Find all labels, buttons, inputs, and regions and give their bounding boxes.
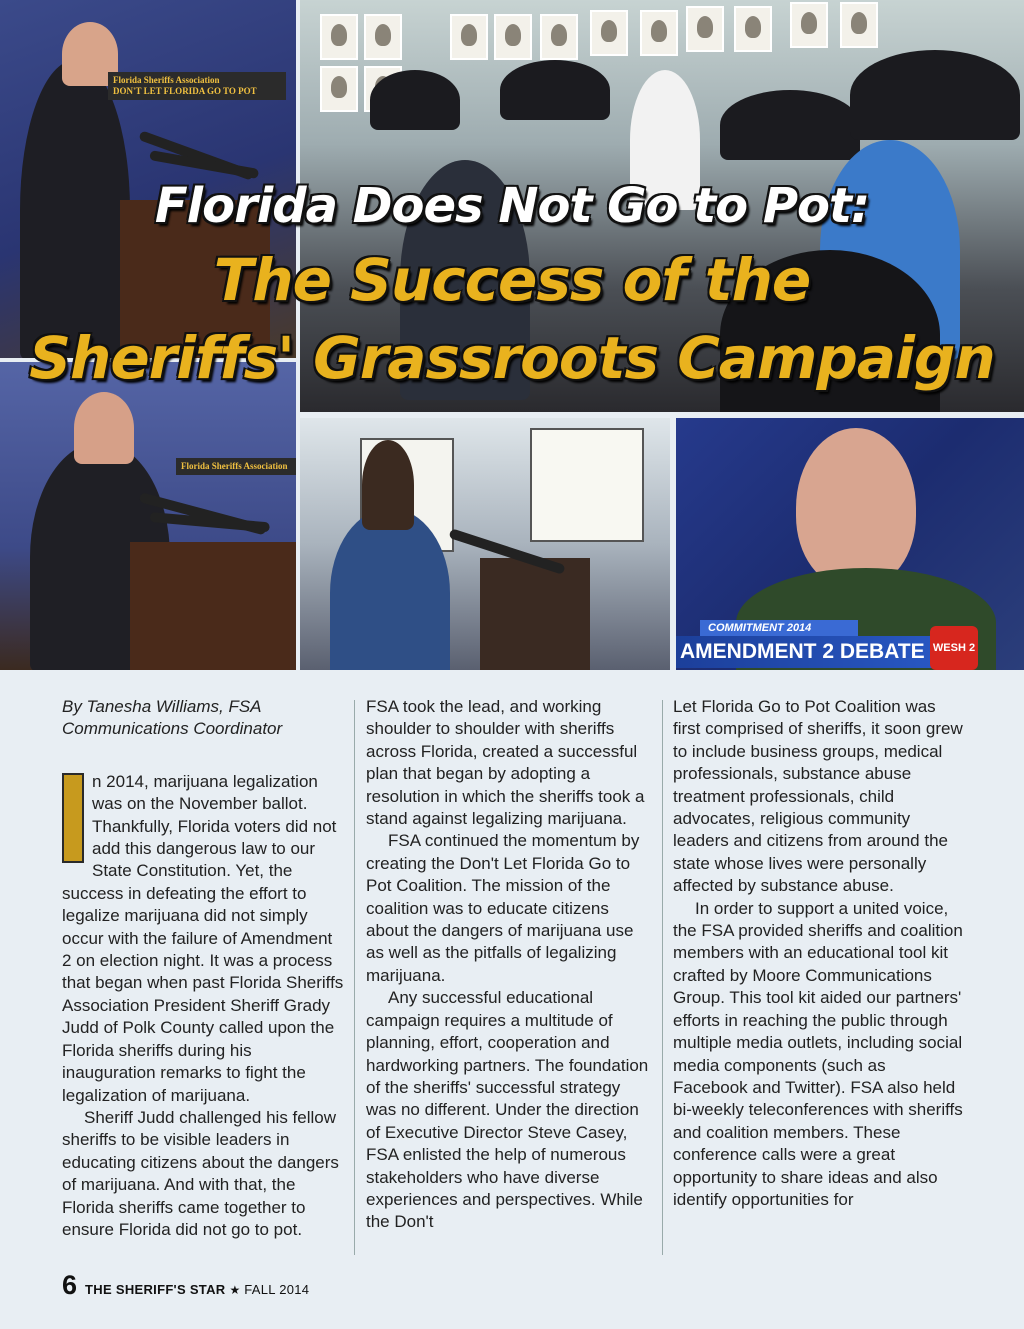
- paragraph: In order to support a united voice, the FSA provided sheriffs and coalition members with an educational tool kit crafted by Moore Communications Group. This tool kit aided our partners' efforts in reaching the public through multiple media outlets, including social media components (such as Facebook and Twitter). FSA also held bi-weekly teleconferences with sheriffs and coalition members. These conference calls were a great opportunity to share ideas and also identify opportunities for: [673, 898, 963, 1209]
- tv-debate-title: AMENDMENT 2 DEBATE: [680, 640, 925, 663]
- fsa-sign: Florida Sheriffs Association DON'T LET FLORIDA GO TO POT: [108, 72, 286, 100]
- drop-cap: [62, 773, 84, 863]
- paragraph: n 2014, marijuana legalization was on the November ballot. Thankfully, Florida voters did not add this dangerous law to our State Constitution. Yet, the success in defeating the effort to legalize marijuana did not simply occur with the failure of Amendment 2 on election night. It was a process that began when past Florida Sheriffs Association President Sheriff Grady Judd of Polk County called upon the Florida sheriffs during his inauguration remarks to fight the legalization of marijuana.: [62, 771, 344, 1105]
- headline-line-3: Sheriffs' Grassroots Campaign: [29, 324, 995, 392]
- paragraph: Any successful educational campaign requires a multitude of planning, effort, cooperation and hardworking partners. The foundation of the sheriffs' successful strategy was no different. Under the direction of Executive Director Steve Casey, FSA enlisted the help of numerous stakeholders who have diverse experiences and perspectives. While the Don't: [366, 988, 649, 1232]
- column-divider: [662, 700, 663, 1255]
- paragraph: FSA took the lead, and working shoulder to shoulder with sheriffs across Florida, created a successful plan that began by adopting a resolution in which the sheriffs took a stand against legalizing marijuana.: [366, 697, 645, 829]
- publication-name: THE SHERIFF'S STAR: [85, 1282, 226, 1297]
- tv-commitment-label: COMMITMENT 2014: [700, 620, 858, 636]
- star-icon: ★: [229, 1283, 241, 1297]
- tv-station-logo: WESH 2: [930, 626, 978, 670]
- paragraph: FSA continued the momentum by creating the Don't Let Florida Go to Pot Coalition. The mission of the coalition was to educate citizens about the dangers of marijuana use as well as the pitfalls of legalizing marijuana.: [366, 831, 640, 985]
- article-column-3: [673, 696, 963, 1211]
- paragraph: Sheriff Judd challenged his fellow sheriffs to be visible leaders in educating citizens about the dangers of marijuana. And with that, the Florida sheriffs came together to ensure Florida did not go to pot.: [62, 1107, 339, 1239]
- page-footer: [62, 1270, 309, 1298]
- article-column-2: [366, 696, 650, 1234]
- photo-speaker-podium-middle: Florida Sheriffs Association: [0, 362, 296, 670]
- headline-line-1: Florida Does Not Go to Pot:: [154, 178, 870, 234]
- photo-speaker-easel: [300, 418, 670, 670]
- article-column-1: [62, 696, 344, 1241]
- page-number: 6: [62, 1270, 78, 1300]
- issue-label: FALL 2014: [244, 1282, 310, 1297]
- column-divider: [354, 700, 355, 1255]
- paragraph: Let Florida Go to Pot Coalition was first comprised of sheriffs, it soon grew to include business groups, medical professionals, substance abuse treatment professionals, child advocates, religious community leaders and citizens from around the state whose lives were personally affected by substance abuse.: [673, 697, 963, 896]
- byline: By Tanesha Williams, FSA Communications Coordinator: [62, 697, 283, 739]
- headline-line-2: The Success of the: [213, 246, 811, 314]
